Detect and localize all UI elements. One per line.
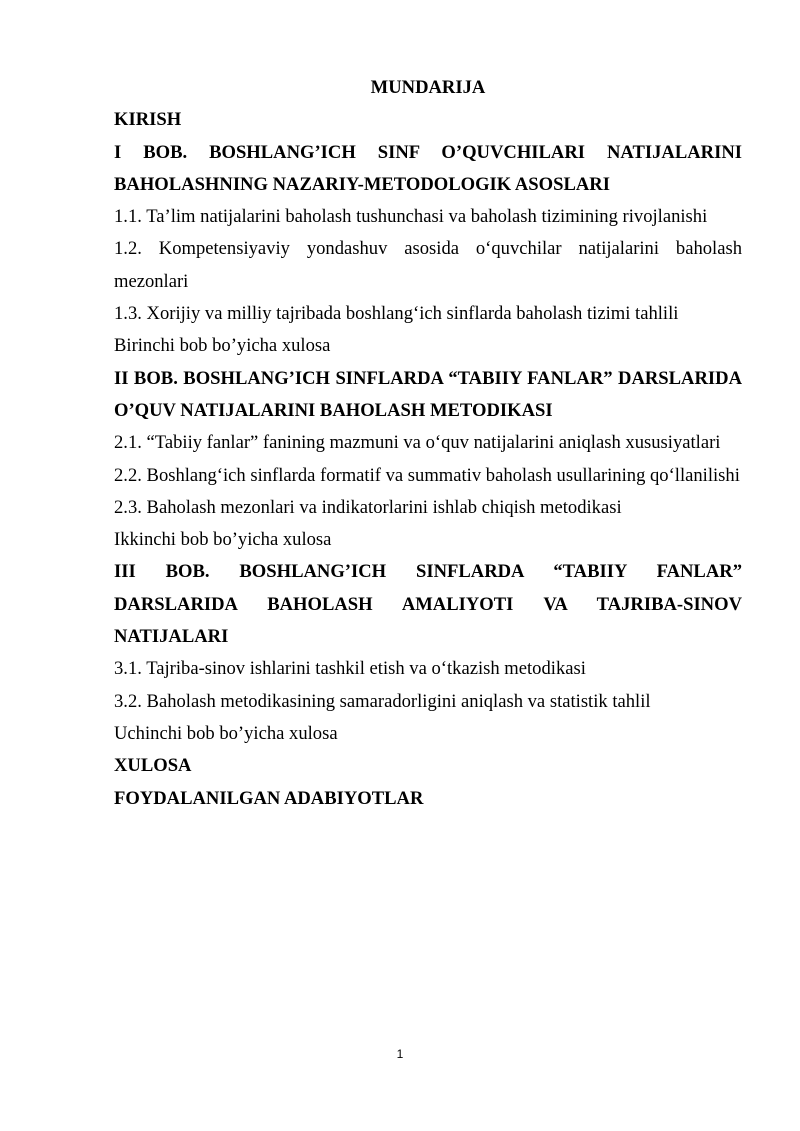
toc-entry-introduction: KIRISH xyxy=(114,109,182,131)
toc-entry-chapter-2: II BOB. BOSHLANG’ICH SINFLARDA “TABIIY FANLAR” DARSLARIDA O’QUV NATIJALARINI BAHOLASH METODIKASI xyxy=(114,367,742,421)
toc-title: MUNDARIJA xyxy=(370,77,486,98)
toc-entry-section-1-1: 1.1. Ta’lim natijalarini baholash tushunchasi va baholash tizimining rivojlanishi xyxy=(114,206,708,228)
toc-entry-chapter-2-conclusion: Ikkinchi bob bo’yicha xulosa xyxy=(114,529,332,551)
toc-entry-conclusion: XULOSA xyxy=(114,755,192,777)
toc-entry-section-1-3: 1.3. Xorijiy va milliy tajribada boshlang‘ich sinflarda baholash tizimi tahlili xyxy=(114,303,679,325)
toc-entry-section-2-1: 2.1. “Tabiiy fanlar” fanining mazmuni va o‘quv natijalarini aniqlash xususiyatlari xyxy=(114,432,721,454)
toc-entry-bibliography: FOYDALANILGAN ADABIYOTLAR xyxy=(114,787,424,809)
toc-entry-chapter-1: I BOB. BOSHLANG’ICH SINF O’QUVCHILARI NATIJALARINI BAHOLASHNING NAZARIY-METODOLOGIK ASOSLARI xyxy=(114,141,742,195)
toc-entry-section-1-2: 1.2. Kompetensiyaviy yondashuv asosida o‘quvchilar natijalarini baholash mezonlari xyxy=(114,238,742,292)
table-of-contents xyxy=(114,72,742,815)
toc-entry-chapter-3: III BOB. BOSHLANG’ICH SINFLARDA “TABIIY FANLAR” DARSLARIDA BAHOLASH AMALIYOTI VA TAJRIBA-SINOV NATIJALARI xyxy=(114,561,742,648)
toc-entry-section-3-2: 3.2. Baholash metodikasining samaradorligini aniqlash va statistik tahlil xyxy=(114,690,651,712)
toc-entry-section-3-1: 3.1. Tajriba-sinov ishlarini tashkil etish va o‘tkazish metodikasi xyxy=(114,658,586,680)
toc-entry-section-2-3: 2.3. Baholash mezonlari va indikatorlarini ishlab chiqish metodikasi xyxy=(114,496,622,518)
page-number: 1 xyxy=(396,1047,404,1061)
toc-entry-section-2-2: 2.2. Boshlang‘ich sinflarda formatif va summativ baholash usullarining qo‘llanilishi xyxy=(114,464,740,486)
toc-entry-chapter-1-conclusion: Birinchi bob bo’yicha xulosa xyxy=(114,335,331,357)
toc-entry-chapter-3-conclusion: Uchinchi bob bo’yicha xulosa xyxy=(114,722,338,744)
